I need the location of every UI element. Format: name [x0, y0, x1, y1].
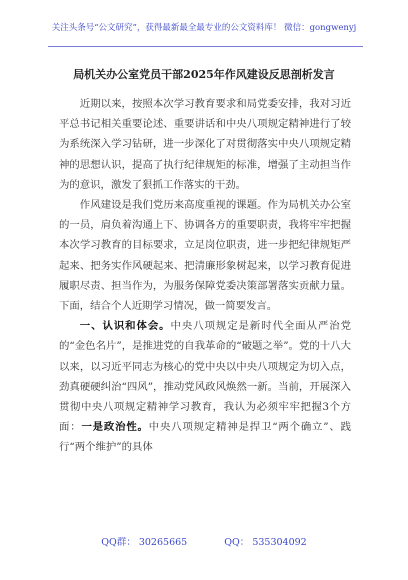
- section-emphasis: 一是政治性。: [81, 421, 149, 434]
- paragraph-intro: 近期以来，按照本次学习教育要求和局党委安排，我对习近平总书记相关重要论述、重要讲话和中央八项规定精神进行了较为系统深入学习钻研，进一步深化了对贯彻落实中央八项规定精神的思想认识，提高了执行纪律规矩的标准，增强了主动担当作为的意识，激发了狠抓工作落实的干劲。: [59, 98, 351, 191]
- paragraph-context: 作风建设是我们党历来高度重视的课题。作为局机关办公室的一员，肩负着沟通上下、协调各方的重要职责，我将牢牢把握本次学习教育的目标要求，立足岗位职责，进一步把纪律规矩严起来、把务实作风硬起来、把清廉形象树起来，以学习教育促进履职尽责、担当作为，为服务保障党委决策部署落实贡献力量。下面，结合个人近期学习情况，做一简要发言。: [59, 199, 351, 313]
- paragraph-section-one: [59, 316, 351, 457]
- header-banner: 关注头条号“公文研究”，获得最新最全最专业的公文资料库！ 微信：gongwenyj: [51, 23, 357, 33]
- section-text: 中央八项规定是新时代全面从严治党的“金色名片”，是推进党的自我革命的“破题之举”。党的十八大以来，以习近平同志为核心的党中央以中央八项规定为切入点，劲真硬硬纠治“四风”，推动党风政风焕然一新。当前，开展深入贯彻中央八项规定精神学习教育，我认为必须牢牢把握3个方面：: [59, 320, 351, 434]
- document-title: 局机关办公室党员干部2025年作风建设反思剖析发言: [73, 68, 335, 81]
- section-heading: 一、认识和体会。: [79, 320, 171, 333]
- footer-contact: [0, 537, 408, 549]
- footer-qq-group: QQ群： 30265665: [101, 537, 188, 548]
- header-divider: [48, 46, 363, 47]
- section-text-tail: 中央八项规定精神是捍卫“两个确立”、践行“两个维护”的具体: [59, 421, 352, 454]
- footer-qq: QQ： 535304092: [224, 537, 307, 548]
- document-body: [59, 94, 351, 458]
